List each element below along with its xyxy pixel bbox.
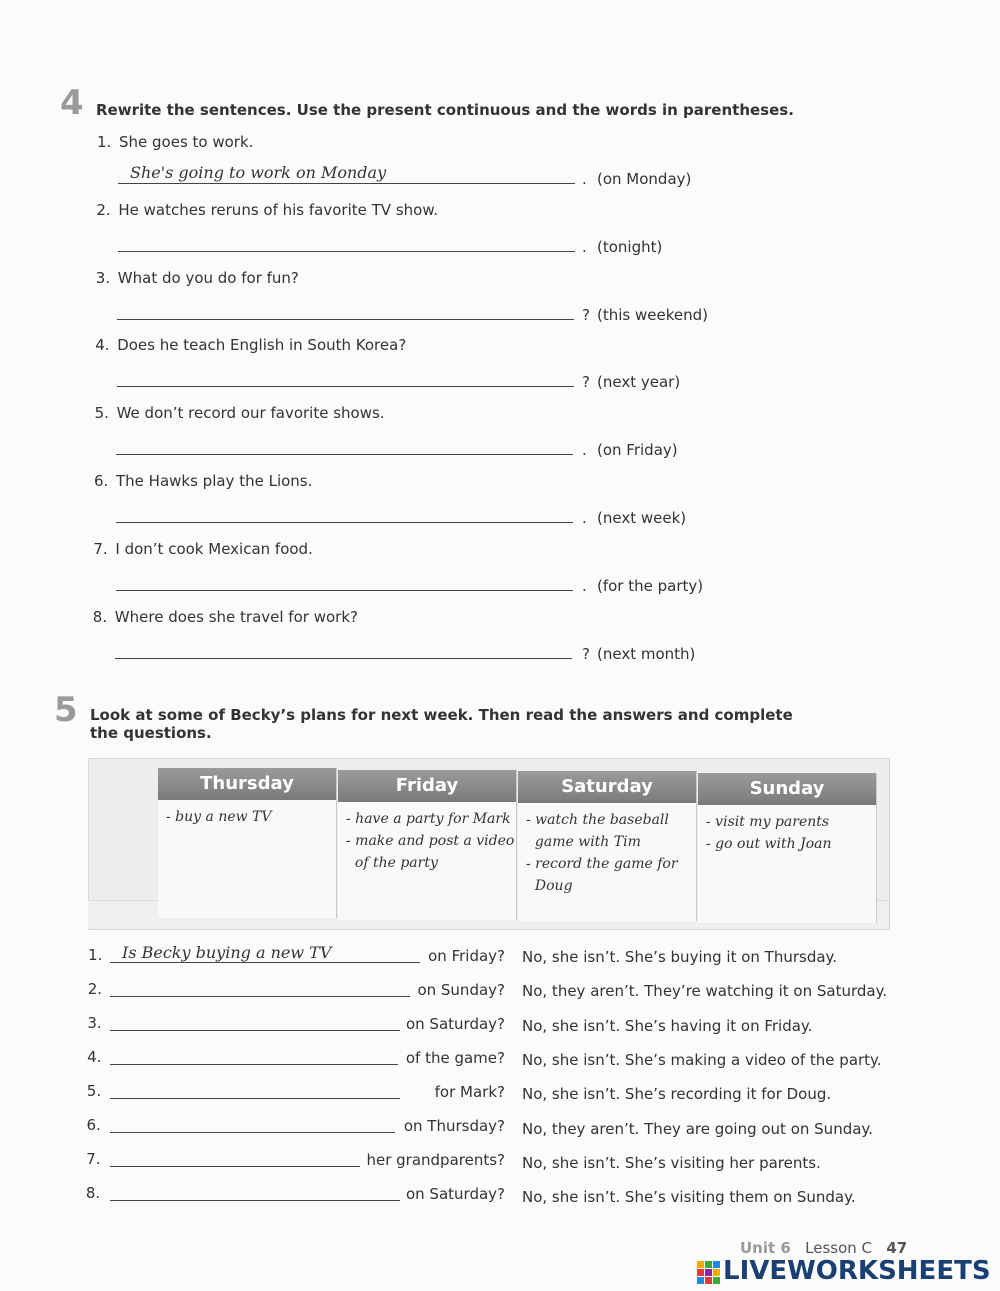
exercise-4-answer-blank[interactable] [118,183,575,184]
plan-day-list [346,808,515,874]
exercise-4-end-mark: ? [582,373,590,392]
plan-item: - watch the baseball [526,812,669,828]
exercise-4-answer-blank[interactable] [115,658,572,659]
plan-day-list [526,809,692,897]
plan-day-header: Sunday [698,773,876,805]
exercise-4-item-prompt: I don’t cook Mexican food. [115,539,313,558]
exercise-5-response: No, she isn’t. She’s buying it on Thursday. [522,948,838,966]
plan-item: game with Tim [526,834,641,850]
plan-item: - make and post a video [346,832,515,849]
footer-page-number: 47 [886,1239,908,1257]
exercise-4-item-number: 8. [92,607,108,626]
exercise-5-response: No, they aren’t. They are going out on Sunday. [522,1119,873,1138]
plan-item: - visit my parents [706,813,830,830]
exercise-5-response: No, she isn’t. She’s making a video of the party. [522,1050,882,1069]
exercise-5-answer-blank[interactable] [110,1064,398,1065]
exercise-5-answer-blank[interactable] [110,1030,400,1031]
plan-day-header: Thursday [158,768,336,800]
exercise-4-item-prompt: The Hawks play the Lions. [116,472,313,490]
exercise-5-item-number: 1. [88,946,103,964]
exercise-4-answer-blank[interactable] [116,454,573,455]
exercise-4-end-mark: . [582,237,587,256]
exercise-5-answer-blank[interactable] [110,1166,360,1167]
exercise-5-response: No, she isn’t. She’s recording it for Doug. [522,1085,832,1104]
exercise-4-answer-blank[interactable] [116,522,573,523]
exercise-4-answer-text[interactable]: She's going to work on Monday [130,163,387,182]
exercise-4-item-number: 7. [93,539,108,558]
exercise-4-answer-blank[interactable] [118,251,575,252]
exercise-5-question-tail: her grandparents? [366,1151,505,1169]
plan-day-header: Saturday [518,771,696,803]
liveworksheets-brand: LIVEWORKSHEETS [723,1256,991,1286]
exercise-4-item-number: 2. [96,200,111,219]
exercise-5-question-tail: on Saturday? [405,1185,505,1203]
exercise-4-item-prompt: She goes to work. [119,133,254,151]
exercise-5-item-number: 5. [86,1082,102,1100]
exercise-4-end-mark: ? [582,305,590,324]
plan-day-list [166,806,332,828]
exercise-4-hint: (on Friday) [597,441,678,460]
exercise-4-item-number: 3. [95,268,111,287]
exercise-4-answer-blank[interactable] [116,590,573,591]
exercise-5-answer-blank[interactable] [110,1132,395,1133]
exercise-4-number: 4 [60,83,84,123]
exercise-4-end-mark: . [582,576,587,595]
footer-lesson: Lesson C [805,1239,873,1257]
exercise-5-question-tail: on Sunday? [417,981,505,999]
plan-item: Doug [526,878,573,894]
plan-item: - have a party for Mark [346,810,511,827]
exercise-5-item-number: 4. [87,1048,102,1066]
exercise-4-hint: (for the party) [597,576,704,595]
plan-column-thursday [158,768,337,918]
exercise-5-instruction-line1: Look at some of Becky’s plans for next week. Then read the answers and complete [90,706,793,724]
exercise-4-item-prompt: He watches reruns of his favorite TV show. [118,200,438,219]
exercise-4-item-prompt: We don’t record our favorite shows. [116,404,385,423]
exercise-5-item-number: 6. [86,1116,101,1134]
exercise-4-hint: (this weekend) [597,305,708,324]
exercise-4-item-prompt: Where does she travel for work? [114,607,358,626]
exercise-5-item-number: 7. [86,1150,101,1168]
exercise-4-item-prompt: What do you do for fun? [117,268,299,287]
exercise-5-answer-blank[interactable] [110,1200,400,1201]
exercise-4-instruction: Rewrite the sentences. Use the present continuous and the words in parentheses. [96,101,794,119]
exercise-5-response: No, they aren’t. They’re watching it on Saturday. [522,982,888,1001]
plan-column-friday [338,770,517,920]
exercise-5-instruction-line2: the questions. [90,724,212,742]
exercise-4-item-number: 6. [94,472,109,490]
exercise-4-hint: (next year) [597,373,681,392]
exercise-4-hint: (next week) [597,509,687,527]
exercise-5-answer-blank[interactable] [110,1098,400,1099]
exercise-4-hint: (next month) [597,644,696,663]
exercise-4-end-mark: . [582,509,587,527]
exercise-4-hint: (on Monday) [597,170,692,188]
exercise-5-question-tail: for Mark? [434,1083,505,1101]
exercise-4-end-mark: . [582,441,587,460]
exercise-5-question-tail: on Friday? [428,947,505,965]
exercise-4-end-mark: ? [582,644,590,663]
plan-item: - record the game for [526,856,678,872]
plan-item: - go out with Joan [706,835,832,852]
exercise-5-item-number: 8. [85,1184,101,1202]
liveworksheets-grid-icon [697,1261,721,1283]
plan-item: - buy a new TV [166,809,272,825]
plan-item: of the party [346,854,438,871]
exercise-5-question-tail: on Saturday? [405,1015,505,1033]
exercise-4-answer-blank[interactable] [117,386,574,387]
footer-unit: Unit 6 [740,1239,791,1257]
exercise-4-item-number: 1. [97,133,112,151]
exercise-4-end-mark: . [582,170,587,188]
exercise-5-question-tail: of the game? [405,1049,505,1067]
exercise-5-response: No, she isn’t. She’s visiting her parents. [522,1153,821,1172]
exercise-5-response: No, she isn’t. She’s visiting them on Sunday. [522,1188,856,1207]
exercise-4-item-prompt: Does he teach English in South Korea? [117,336,407,355]
exercise-5-question-tail: on Thursday? [403,1117,505,1135]
exercise-5-item-number: 2. [87,980,102,998]
plan-day-list [706,811,872,855]
liveworksheets-logo [697,1255,997,1287]
exercise-5-response: No, she isn’t. She’s having it on Friday. [522,1016,813,1035]
plan-column-saturday [518,771,697,921]
exercise-5-answer-blank[interactable] [110,962,420,963]
exercise-4-hint: (tonight) [597,237,663,256]
exercise-5-answer-blank[interactable] [110,996,410,997]
plan-day-header: Friday [338,770,516,802]
exercise-4-answer-blank[interactable] [117,319,574,320]
exercise-5-answer-text[interactable]: Is Becky buying a new TV [122,943,332,962]
exercise-4-item-number: 5. [94,404,109,423]
exercise-5-item-number: 3. [87,1014,102,1032]
plan-column-sunday [698,773,877,923]
exercise-4-item-number: 4. [95,336,110,355]
exercise-5-number: 5 [54,690,78,730]
